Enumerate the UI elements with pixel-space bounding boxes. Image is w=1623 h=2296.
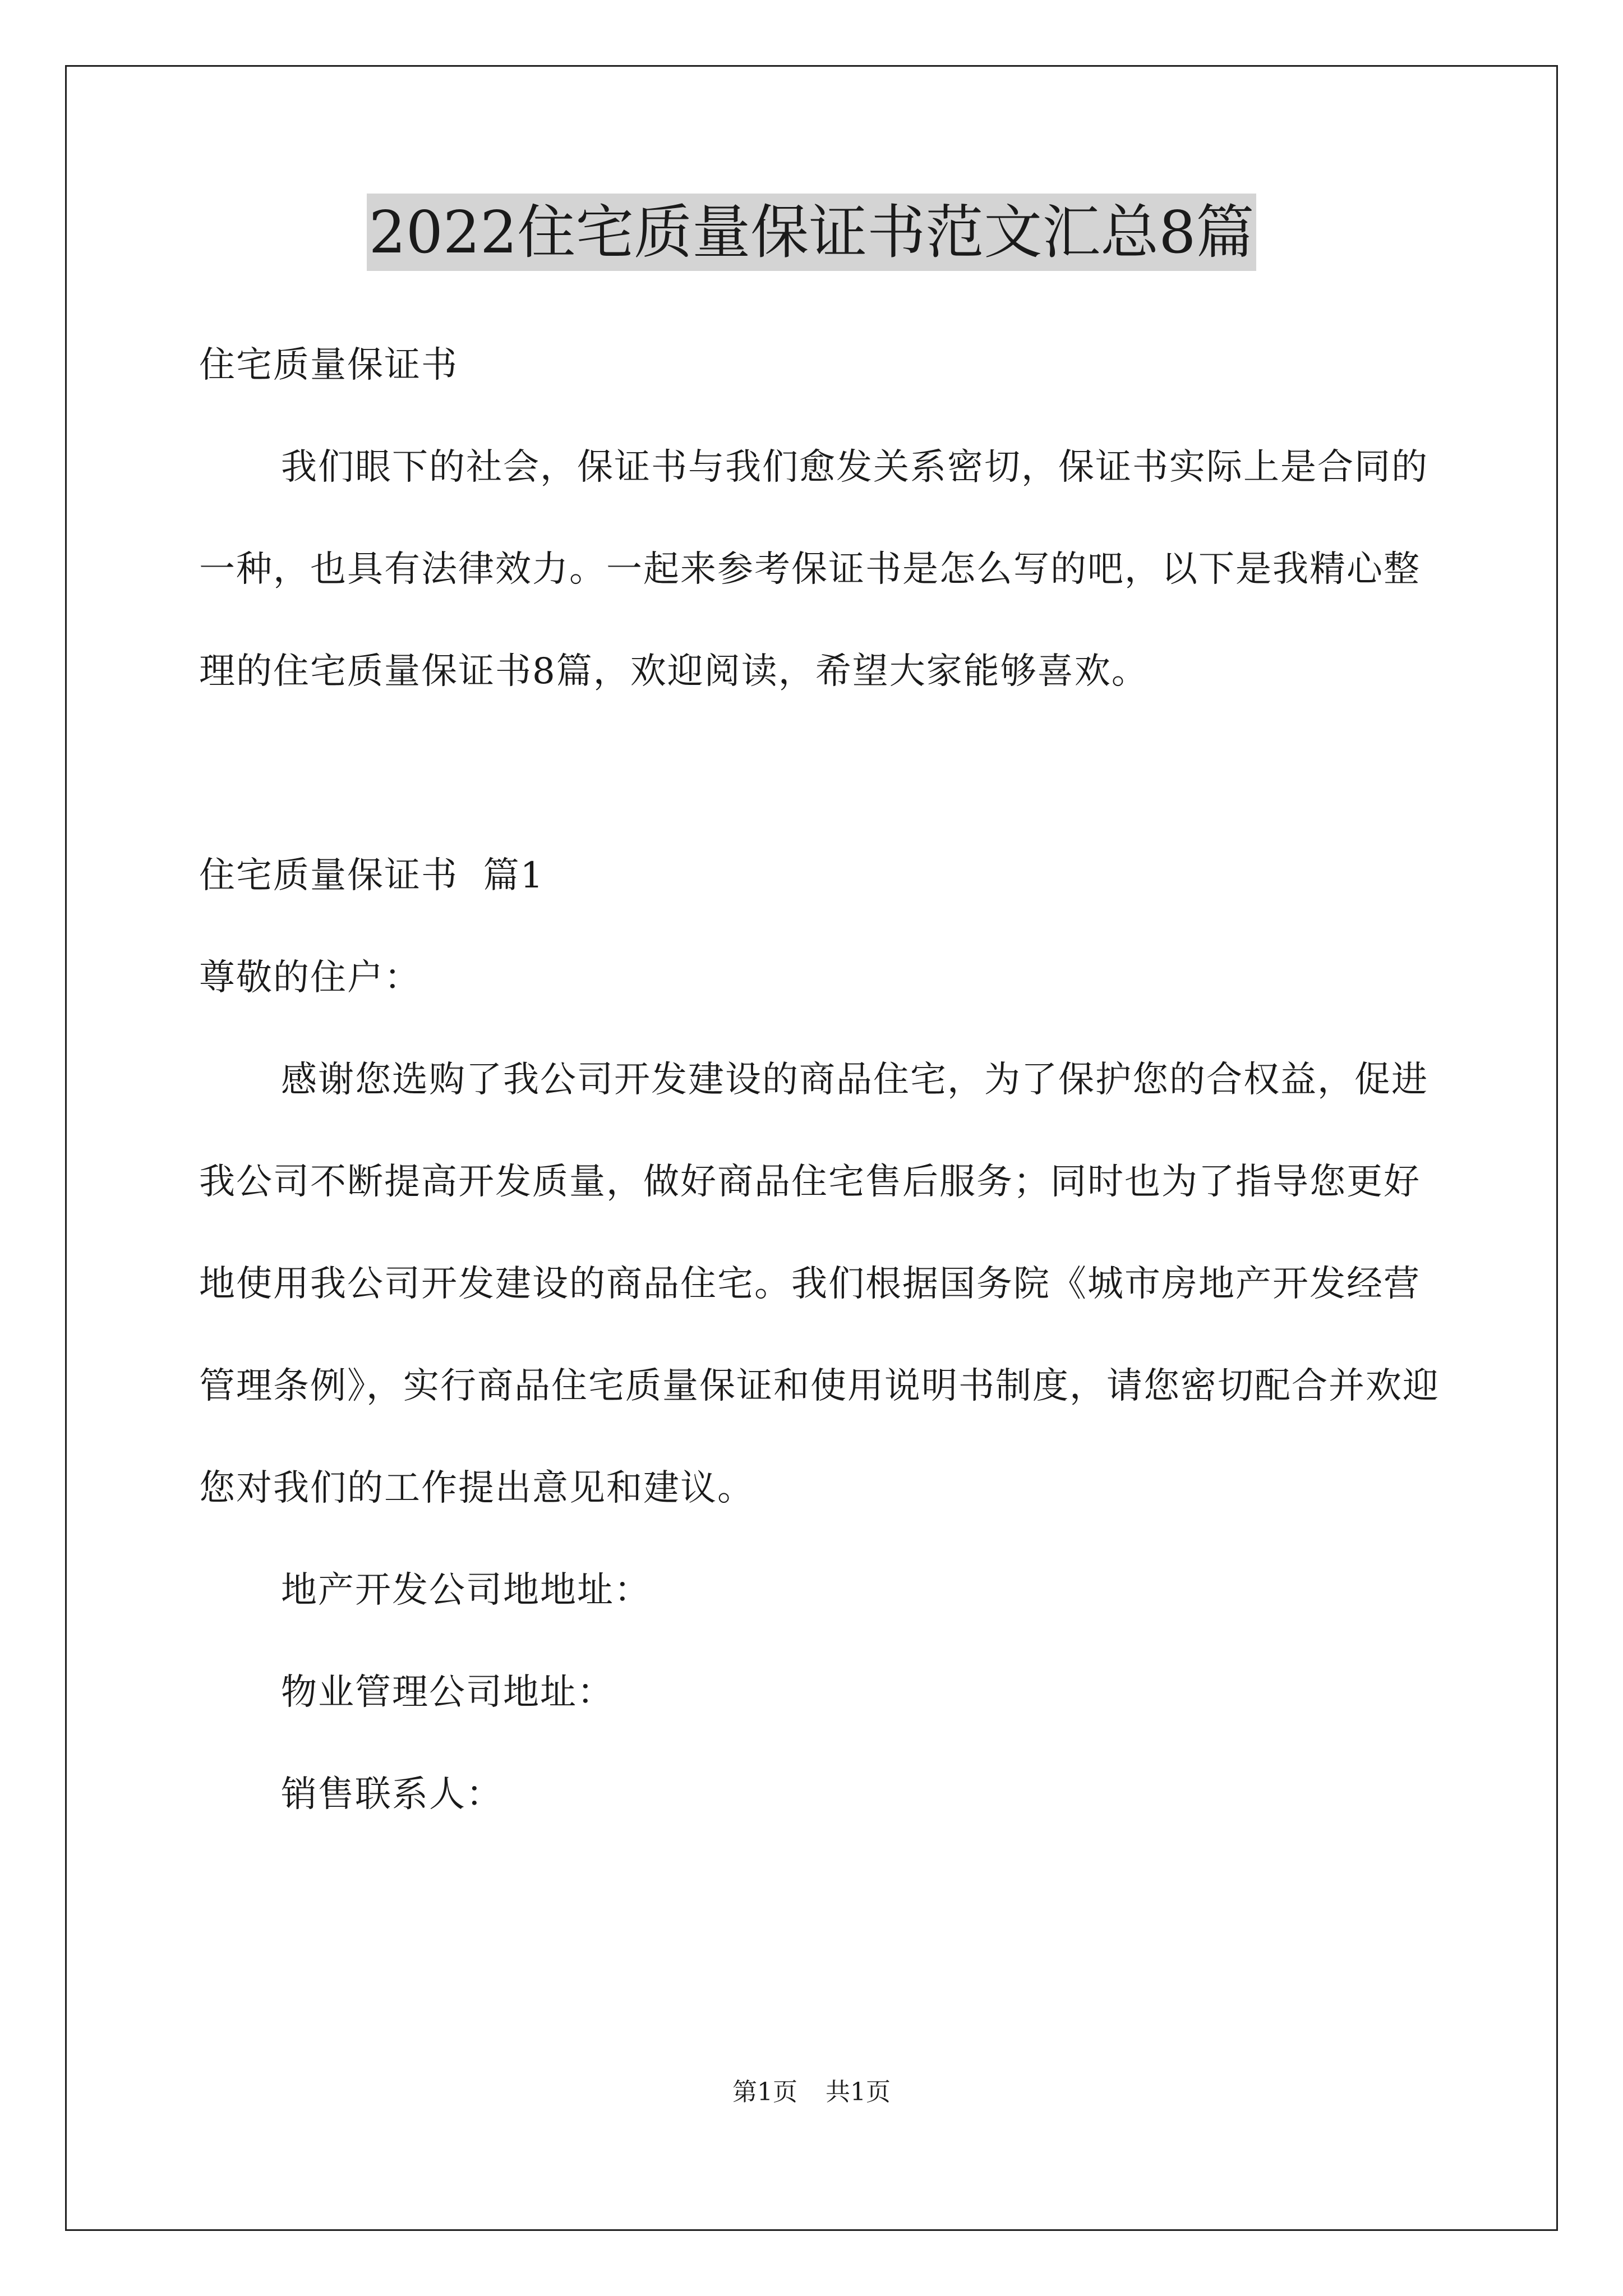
document-body <box>199 314 1450 1846</box>
property-address-field: 物业管理公司地址： <box>281 1672 614 1713</box>
page-total: 共1页 <box>826 2078 891 2106</box>
intro-heading: 住宅质量保证书 <box>199 344 458 386</box>
body-paragraph: 感谢您选购了我公司开发建设的商品住宅，为了保护您的合权益，促进我公司不断提高开发质量，做好商品住宅售后服务；同时也为了指导您更好地使用我公司开发建设的商品住宅。我们根据国务院《城市房地产开发经营管理条例》，实行商品住宅质量保证和使用说明书制度，请您密切配合并欢迎您对我们的工作提出意见和建议。 <box>199 1059 1440 1509</box>
sales-contact-field: 销售联系人： <box>281 1774 503 1815</box>
intro-paragraph: 我们眼下的社会，保证书与我们愈发关系密切，保证书实际上是合同的一种，也具有法律效力。一起来参考保证书是怎么写的吧，以下是我精心整理的住宅质量保证书8篇，欢迎阅读，希望大家能够喜欢。 <box>199 447 1428 692</box>
salutation: 尊敬的住户： <box>199 957 421 999</box>
title-container <box>0 194 1623 271</box>
page-number: 第1页 <box>732 2078 797 2106</box>
developer-address-field: 地产开发公司地地址： <box>281 1570 651 1611</box>
blank-line <box>199 723 1450 825</box>
section-heading: 住宅质量保证书 篇1 <box>199 855 545 896</box>
document-title: 2022住宅质量保证书范文汇总8篇 <box>367 194 1257 271</box>
page-footer <box>0 2076 1623 2109</box>
